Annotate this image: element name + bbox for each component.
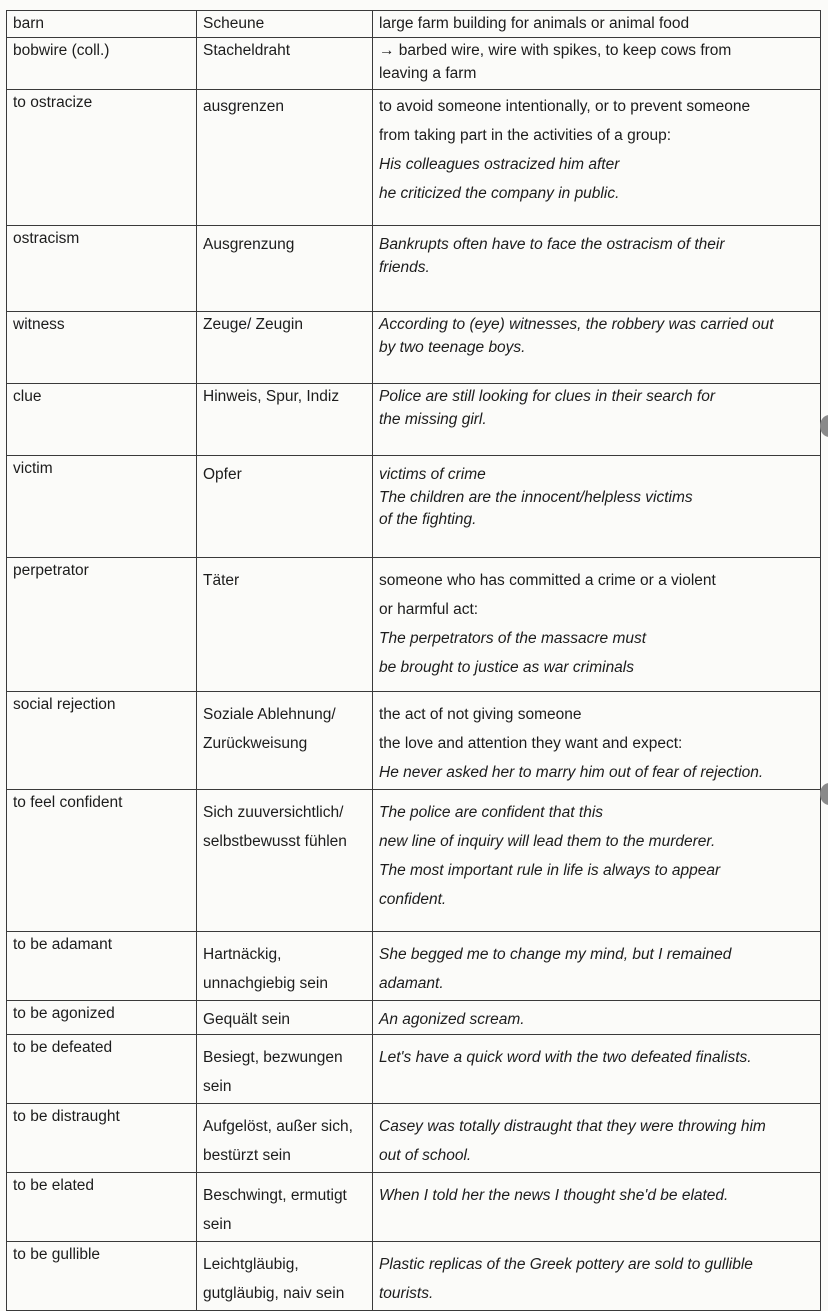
german-translation: Aufgelöst, außer sich, <box>203 1117 353 1135</box>
definition-cell <box>373 1103 821 1172</box>
german-translation: sein <box>203 1215 232 1233</box>
example-sentence: He never asked her to marry him out of fear of rejection. <box>379 764 764 782</box>
table-row <box>7 38 821 90</box>
definition-cell <box>373 312 821 384</box>
german-cell <box>197 384 373 456</box>
german-translation: gutgläubig, naiv sein <box>203 1284 345 1302</box>
term-cell <box>7 1241 197 1310</box>
definition-cell <box>373 11 821 38</box>
definition-cell <box>373 384 821 456</box>
term-cell <box>7 312 197 384</box>
table-row <box>7 1034 821 1103</box>
definition-text: from taking part in the activities of a group: <box>379 127 672 145</box>
german-cell <box>197 38 373 90</box>
german-cell <box>197 1034 373 1103</box>
definition-text: large farm building for animals or animal food <box>379 15 690 32</box>
definition-text: to avoid someone intentionally, or to prevent someone <box>379 98 751 116</box>
term-cell <box>7 38 197 90</box>
german-translation: Gequält sein <box>203 1011 291 1029</box>
german-translation: Stacheldraht <box>203 42 291 60</box>
table-row <box>7 1172 821 1241</box>
german-cell <box>197 226 373 312</box>
table-row <box>7 1103 821 1172</box>
term-cell <box>7 11 197 38</box>
term-text: social rejection <box>13 696 116 714</box>
table-row <box>7 226 821 312</box>
term-text: barn <box>13 15 45 32</box>
definition-cell <box>373 1172 821 1241</box>
german-cell <box>197 456 373 558</box>
definition-cell <box>373 1034 821 1103</box>
example-sentence: An agonized scream. <box>379 1011 525 1029</box>
term-cell <box>7 558 197 692</box>
definition-text: → barbed wire, wire with spikes, to keep cows from <box>379 42 732 60</box>
punch-hole-mark <box>820 415 828 437</box>
german-translation: Soziale Ablehnung/ <box>203 706 336 724</box>
example-sentence: tourists. <box>379 1284 434 1302</box>
definition-cell <box>373 226 821 312</box>
german-translation: Sich zuuversichtlich/ <box>203 804 344 822</box>
table-row <box>7 11 821 38</box>
german-translation: Zeuge/ Zeugin <box>203 316 303 334</box>
definition-cell <box>373 1241 821 1310</box>
table-row <box>7 456 821 558</box>
term-text: perpetrator <box>13 562 89 580</box>
german-translation: ausgrenzen <box>203 98 285 116</box>
term-cell <box>7 932 197 1001</box>
vocabulary-table <box>6 10 821 1311</box>
example-sentence: confident. <box>379 891 447 909</box>
german-cell <box>197 692 373 790</box>
german-translation: Ausgrenzung <box>203 236 295 254</box>
example-sentence: When I told her the news I thought she'd be elated. <box>379 1186 729 1204</box>
german-cell <box>197 11 373 38</box>
punch-hole-mark <box>820 783 828 805</box>
term-text: bobwire (coll.) <box>13 42 110 60</box>
german-translation: Scheune <box>203 15 265 32</box>
term-text: to be adamant <box>13 936 113 954</box>
table-row <box>7 1001 821 1034</box>
term-cell <box>7 790 197 932</box>
definition-text: the act of not giving someone <box>379 706 582 724</box>
example-sentence: According to (eye) witnesses, the robbery was carried out <box>379 316 774 334</box>
german-cell <box>197 932 373 1001</box>
definition-text: or harmful act: <box>379 601 479 619</box>
german-translation: Hinweis, Spur, Indiz <box>203 388 340 406</box>
term-cell <box>7 1103 197 1172</box>
example-sentence: be brought to justice as war criminals <box>379 659 635 677</box>
example-sentence: The police are confident that this <box>379 804 604 822</box>
example-sentence: new line of inquiry will lead them to the murderer. <box>379 833 716 851</box>
term-cell <box>7 226 197 312</box>
example-sentence: by two teenage boys. <box>379 338 526 356</box>
term-text: to ostracize <box>13 94 93 112</box>
table-row <box>7 558 821 692</box>
example-sentence: Police are still looking for clues in their search for <box>379 388 715 406</box>
german-translation: Opfer <box>203 466 242 484</box>
example-sentence: he criticized the company in public. <box>379 185 620 203</box>
example-sentence: His colleagues ostracized him after <box>379 156 620 174</box>
term-text: clue <box>13 388 42 406</box>
term-cell <box>7 90 197 226</box>
term-cell <box>7 384 197 456</box>
german-cell <box>197 90 373 226</box>
german-translation: selbstbewusst fühlen <box>203 833 347 851</box>
definition-cell <box>373 456 821 558</box>
german-cell <box>197 312 373 384</box>
definition-text: the love and attention they want and expect: <box>379 735 683 753</box>
term-text: to be distraught <box>13 1107 120 1125</box>
german-translation: Hartnäckig, <box>203 946 282 964</box>
term-text: to be gullible <box>13 1245 101 1263</box>
term-text: to be defeated <box>13 1038 113 1056</box>
german-translation: unnachgiebig sein <box>203 975 328 993</box>
example-sentence: the missing girl. <box>379 410 487 428</box>
example-sentence: The children are the innocent/helpless victims <box>379 488 693 506</box>
term-cell <box>7 1034 197 1103</box>
definition-text: leaving a farm <box>379 64 477 82</box>
term-cell <box>7 1172 197 1241</box>
example-sentence: The most important rule in life is always to appear <box>379 862 721 880</box>
definition-cell <box>373 558 821 692</box>
german-translation: Beschwingt, ermutigt <box>203 1186 347 1204</box>
table-row <box>7 312 821 384</box>
definition-cell <box>373 932 821 1001</box>
table-row <box>7 384 821 456</box>
german-cell <box>197 1103 373 1172</box>
definition-cell <box>373 38 821 90</box>
example-sentence: She begged me to change my mind, but I remained <box>379 946 732 964</box>
table-row <box>7 932 821 1001</box>
german-translation: Leichtgläubig, <box>203 1255 299 1273</box>
german-translation: bestürzt sein <box>203 1146 291 1164</box>
table-row <box>7 790 821 932</box>
term-cell <box>7 692 197 790</box>
term-text: to be elated <box>13 1176 95 1194</box>
table-row <box>7 692 821 790</box>
term-text: victim <box>13 460 53 478</box>
definition-text: someone who has committed a crime or a violent <box>379 572 716 590</box>
definition-cell <box>373 692 821 790</box>
example-sentence: Bankrupts often have to face the ostracism of their <box>379 236 725 254</box>
term-cell <box>7 456 197 558</box>
example-sentence: friends. <box>379 258 430 276</box>
example-sentence: of the fighting. <box>379 511 477 529</box>
german-translation: Täter <box>203 572 240 590</box>
definition-cell <box>373 790 821 932</box>
example-sentence: adamant. <box>379 975 444 993</box>
example-sentence: The perpetrators of the massacre must <box>379 630 647 648</box>
example-sentence: Casey was totally distraught that they were throwing him <box>379 1117 766 1135</box>
definition-cell <box>373 90 821 226</box>
german-cell <box>197 558 373 692</box>
term-text: to feel confident <box>13 794 123 812</box>
example-sentence: Let's have a quick word with the two defeated finalists. <box>379 1048 752 1066</box>
example-sentence: Plastic replicas of the Greek pottery are sold to gullible <box>379 1255 753 1273</box>
example-sentence: out of school. <box>379 1146 472 1164</box>
german-cell <box>197 790 373 932</box>
german-translation: Zurückweisung <box>203 735 308 753</box>
german-translation: Besiegt, bezwungen <box>203 1048 343 1066</box>
example-sentence: victims of crime <box>379 466 486 484</box>
term-text: ostracism <box>13 230 80 248</box>
definition-cell <box>373 1001 821 1034</box>
table-row <box>7 90 821 226</box>
table-row <box>7 1241 821 1310</box>
term-cell <box>7 1001 197 1034</box>
german-cell <box>197 1172 373 1241</box>
german-cell <box>197 1001 373 1034</box>
term-text: witness <box>13 316 65 334</box>
term-text: to be agonized <box>13 1005 115 1023</box>
german-cell <box>197 1241 373 1310</box>
german-translation: sein <box>203 1077 232 1095</box>
